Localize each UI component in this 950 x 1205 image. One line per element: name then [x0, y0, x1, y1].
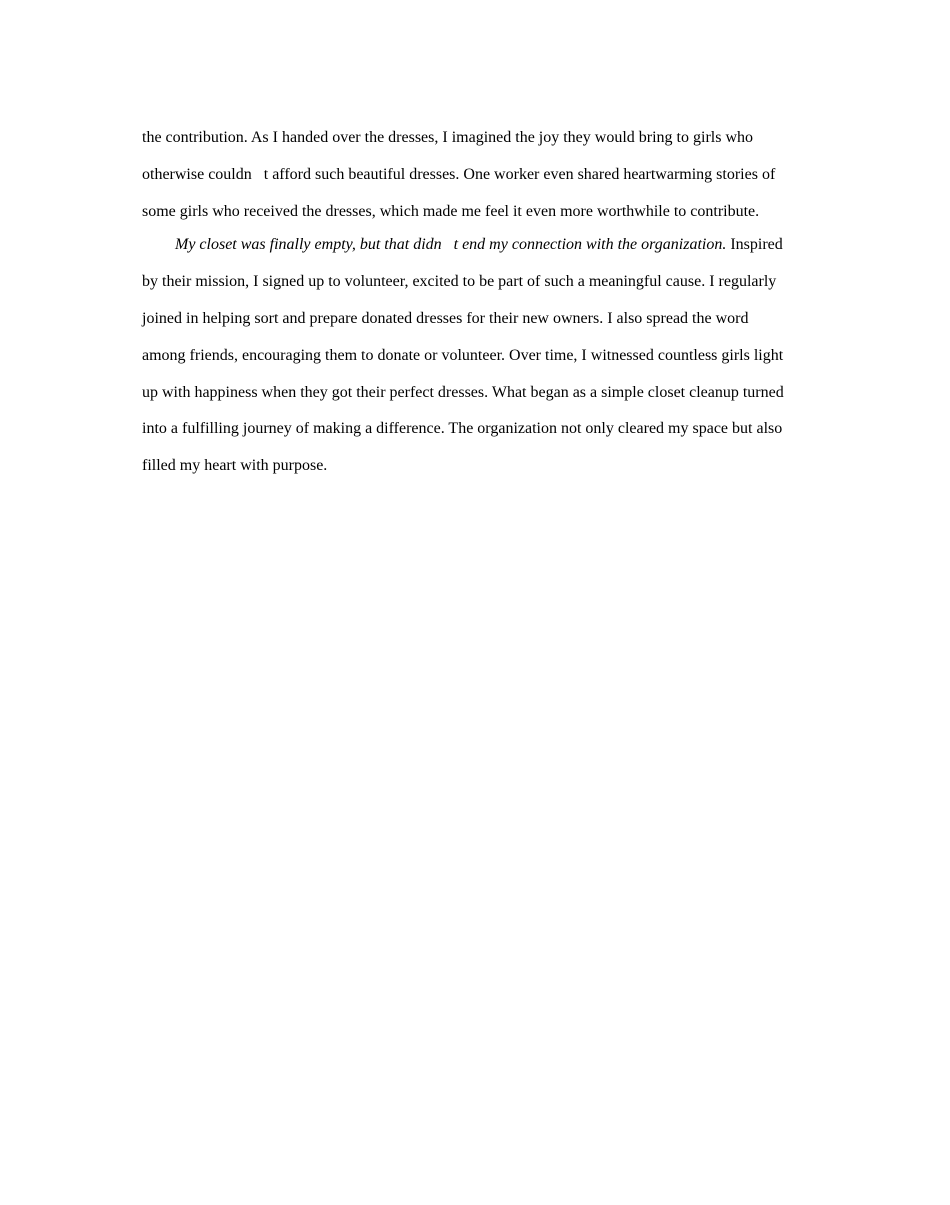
text-line: filled my heart with purpose.	[142, 457, 328, 475]
lead-line-rest: Inspired	[726, 236, 783, 254]
italic-lead-sentence: My closet was finally empty, but that didn t end my connection with the organization.	[175, 236, 727, 254]
text-line-first	[142, 227, 812, 264]
text-line: up with happiness when they got their perfect dresses. What began as a simple closet cleanup turned	[142, 383, 784, 401]
text-line: the contribution. As I handed over the dresses, I imagined the joy they would bring to girls who	[142, 129, 753, 146]
text-line: by their mission, I signed up to volunteer, excited to be part of such a meaningful cause. I regularly	[142, 273, 777, 291]
text-line: otherwise couldn t afford such beautiful dresses. One worker even shared heartwarming stories of	[142, 165, 776, 183]
text-line: joined in helping sort and prepare donated dresses for their new owners. I also spread the word	[142, 309, 749, 327]
text-line: into a fulfilling journey of making a difference. The organization not only cleared my space but also	[142, 420, 783, 438]
paragraph-2	[142, 227, 812, 485]
text-line: some girls who received the dresses, which made me feel it even more worthwhile to contribute.	[142, 202, 760, 220]
paragraph-1	[142, 120, 812, 230]
document-body	[142, 120, 812, 485]
text-line: among friends, encouraging them to donate or volunteer. Over time, I witnessed countless girls light	[142, 346, 784, 364]
